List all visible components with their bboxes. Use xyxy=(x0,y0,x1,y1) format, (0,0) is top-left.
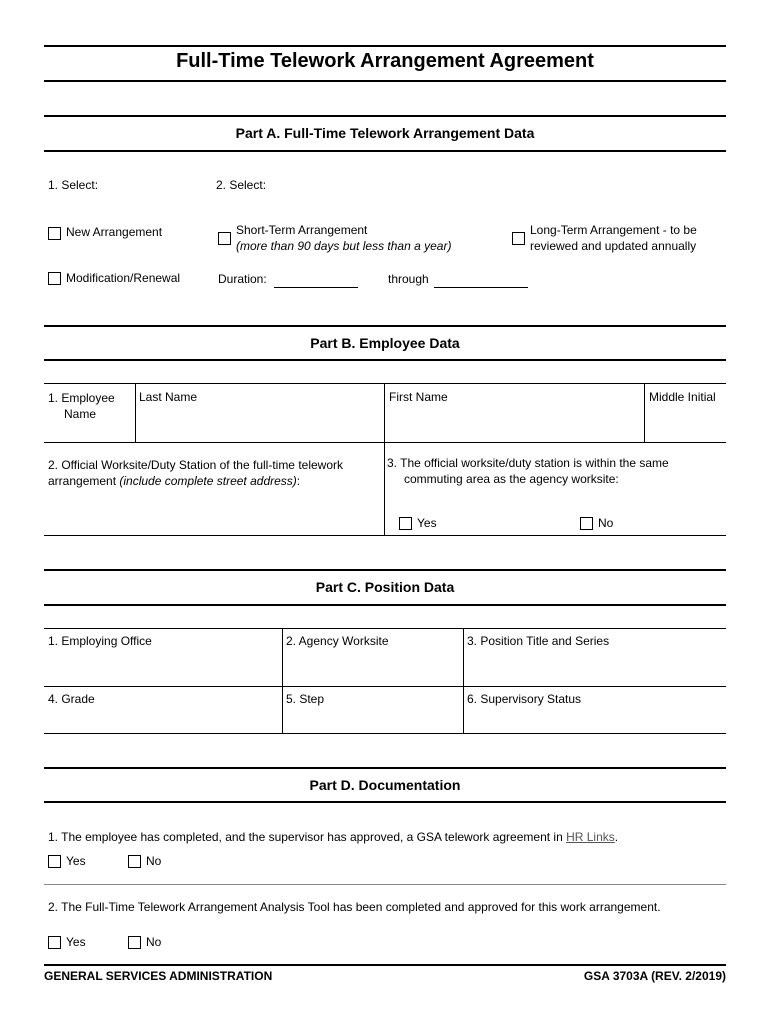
through-label: through xyxy=(388,272,429,286)
long-term-label-line1: Long-Term Arrangement - to be xyxy=(530,223,697,237)
modification-renewal-checkbox[interactable] xyxy=(48,272,61,285)
worksite-label-line2: arrangement (include complete street address): xyxy=(48,474,301,488)
commuting-yes-label: Yes xyxy=(417,516,437,530)
part-d-title: Part D. Documentation xyxy=(309,777,461,793)
commuting-yes-checkbox[interactable] xyxy=(399,517,412,530)
footer-form-number: GSA 3703A (REV. 2/2019) xyxy=(583,969,726,983)
commuting-no-checkbox[interactable] xyxy=(580,517,593,530)
position-divider-2 xyxy=(463,628,464,733)
last-name-field[interactable]: Last Name xyxy=(139,390,198,404)
commuting-label-line1: 3. The official worksite/duty station is within the same xyxy=(387,456,669,470)
new-arrangement-checkbox[interactable] xyxy=(48,227,61,240)
part-a-title: Part A. Full-Time Telework Arrangement Data xyxy=(235,125,535,141)
part-d-divider xyxy=(44,884,726,885)
q1-no-checkbox[interactable] xyxy=(128,855,141,868)
part-c-bottom-rule xyxy=(44,604,726,606)
employing-office-field[interactable]: 1. Employing Office xyxy=(48,634,152,648)
short-term-label: Short-Term Arrangement xyxy=(236,223,368,237)
name-divider-1 xyxy=(135,383,136,442)
q2-no-label: No xyxy=(146,935,162,949)
supervisory-status-field[interactable]: 6. Supervisory Status xyxy=(467,692,582,706)
part-d-bottom-rule xyxy=(44,801,726,803)
short-term-checkbox[interactable] xyxy=(218,232,231,245)
q2-no-checkbox[interactable] xyxy=(128,936,141,949)
doc-question-1: 1. The employee has completed, and the supervisor has approved, a GSA telework agreement in HR Links. xyxy=(48,830,619,844)
long-term-checkbox[interactable] xyxy=(512,232,525,245)
q1-yes-checkbox[interactable] xyxy=(48,855,61,868)
name-row-bottom xyxy=(44,442,726,443)
middle-initial-field[interactable]: Middle Initial xyxy=(649,390,716,404)
q1-yes-label: Yes xyxy=(66,854,86,868)
grade-field[interactable]: 4. Grade xyxy=(48,692,95,706)
name-divider-2 xyxy=(384,383,385,535)
hr-links-link[interactable]: HR Links xyxy=(566,830,615,844)
part-b-table-top xyxy=(44,383,726,384)
commuting-no-label: No xyxy=(598,516,614,530)
position-divider-1 xyxy=(282,628,283,733)
part-a-top-rule xyxy=(44,115,726,117)
part-c-title: Part C. Position Data xyxy=(315,579,455,595)
part-c-table-top xyxy=(44,628,726,629)
position-row-divider xyxy=(44,686,726,687)
title-bottom-rule xyxy=(44,80,726,82)
q2-yes-checkbox[interactable] xyxy=(48,936,61,949)
part-c-table-bottom xyxy=(44,733,726,734)
employee-name-label-line1: 1. Employee xyxy=(48,391,115,405)
footer-rule xyxy=(44,964,726,966)
step-field[interactable]: 5. Step xyxy=(286,692,325,706)
modification-renewal-label: Modification/Renewal xyxy=(66,271,181,285)
select-2-label: 2. Select: xyxy=(216,178,267,192)
duration-start-field[interactable] xyxy=(274,287,358,288)
part-b-title: Part B. Employee Data xyxy=(310,335,460,351)
commuting-label-line2: commuting area as the agency worksite: xyxy=(404,472,619,486)
part-b-top-rule xyxy=(44,325,726,327)
title-top-rule xyxy=(44,45,726,47)
worksite-label-line1: 2. Official Worksite/Duty Station of the full-time telework xyxy=(48,458,344,472)
part-b-bottom-rule xyxy=(44,359,726,361)
q2-yes-label: Yes xyxy=(66,935,86,949)
footer-agency: GENERAL SERVICES ADMINISTRATION xyxy=(44,969,273,983)
long-term-label-line2: reviewed and updated annually xyxy=(530,239,697,253)
name-divider-3 xyxy=(644,383,645,442)
part-c-top-rule xyxy=(44,569,726,571)
duration-label: Duration: xyxy=(218,272,267,286)
part-a-bottom-rule xyxy=(44,150,726,152)
employee-name-label-line2: Name xyxy=(64,407,97,421)
short-term-note: (more than 90 days but less than a year) xyxy=(236,239,452,253)
first-name-field[interactable]: First Name xyxy=(389,390,448,404)
new-arrangement-label: New Arrangement xyxy=(66,225,163,239)
doc-question-2: 2. The Full-Time Telework Arrangement Analysis Tool has been completed and approved for this work arrangement. xyxy=(48,900,661,914)
select-1-label: 1. Select: xyxy=(48,178,99,192)
form-title: Full-Time Telework Arrangement Agreement xyxy=(176,50,594,72)
q1-no-label: No xyxy=(146,854,162,868)
duration-end-field[interactable] xyxy=(434,287,528,288)
part-d-top-rule xyxy=(44,767,726,769)
part-b-table-bottom xyxy=(44,535,726,536)
agency-worksite-field[interactable]: 2. Agency Worksite xyxy=(286,634,389,648)
position-title-field[interactable]: 3. Position Title and Series xyxy=(467,634,610,648)
